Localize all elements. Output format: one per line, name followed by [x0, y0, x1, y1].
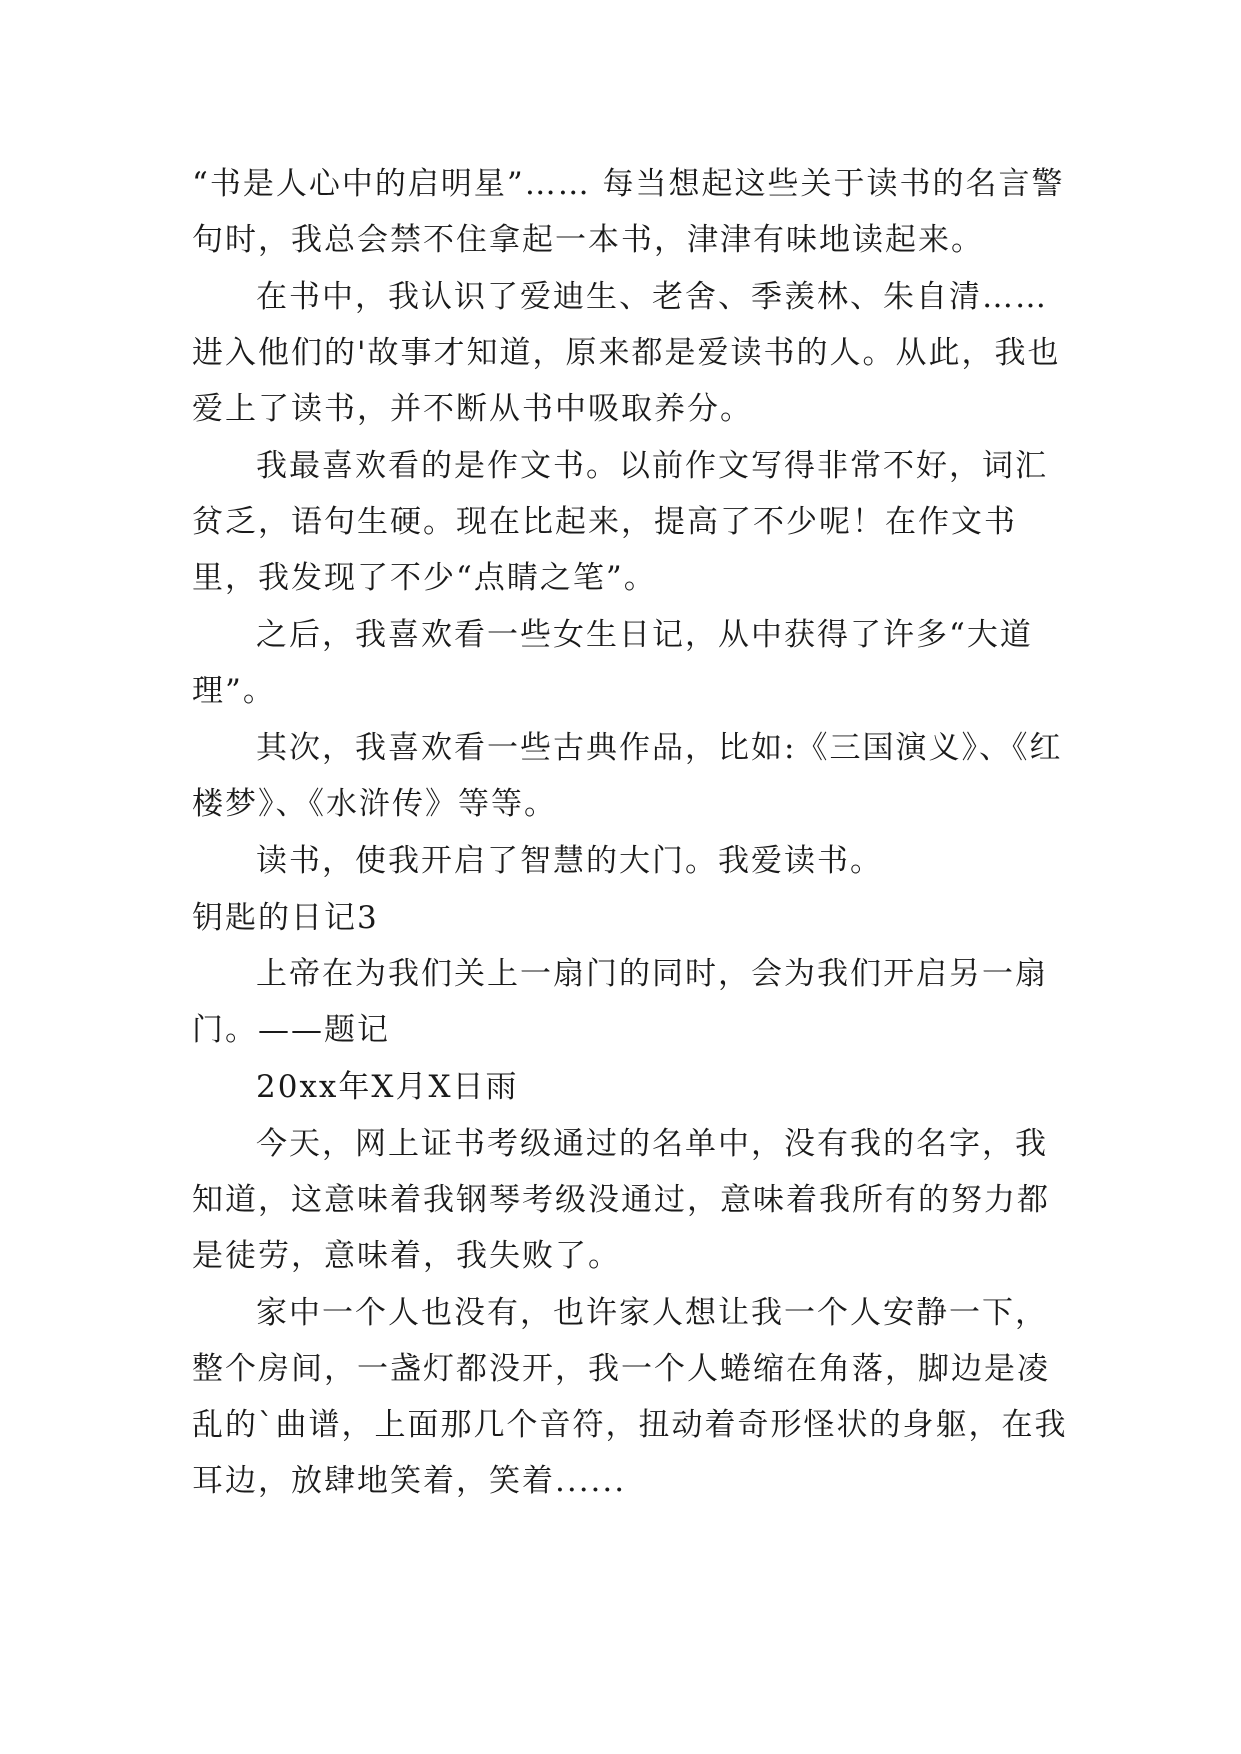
paragraph-authors: 在书中，我认识了爱迪生、老舍、季羡林、朱自清……进入他们的'故事才知道，原来都是爱读书的人。从此，我也爱上了读书，并不断从书中吸取养分。: [192, 279, 1061, 427]
paragraph-classics: 其次，我喜欢看一些古典作品，比如:《三国演义》、《红楼梦》、《水浒传》等等。: [192, 730, 1063, 822]
paragraph-reading-quotes: “书是人心中的启明星”…… 每当想起这些关于读书的名言警句时，我总会禁不住拿起一本书，津津有味地读起来。: [192, 166, 1065, 258]
document-body: [192, 156, 1072, 1510]
diary-date: 20xx年X月X日雨: [256, 1069, 519, 1105]
paragraph-exam-result: 今天，网上证书考级通过的名单中，没有我的名字，我知道，这意味着我钢琴考级没通过，意味着我所有的努力都是徒劳，意味着，我失败了。: [192, 1126, 1050, 1274]
paragraph-composition-books: 我最喜欢看的是作文书。以前作文写得非常不好，词汇贫乏，语句生硬。现在比起来，提高了不少呢！在作文书里，我发现了不少“点睛之笔”。: [192, 448, 1048, 596]
section-heading: 钥匙的日记3: [192, 900, 379, 936]
paragraph-epigraph: 上帝在为我们关上一扇门的同时，会为我们开启另一扇门。——题记: [192, 956, 1048, 1048]
paragraph-empty-room: 家中一个人也没有，也许家人想让我一个人安静一下，整个房间，一盏灯都没开，我一个人蜷缩在角落，脚边是凌乱的`曲谱，上面那几个音符，扭动着奇形怪状的身躯，在我耳边，放肆地笑着，笑着......: [192, 1295, 1068, 1499]
paragraph-girls-diary: 之后，我喜欢看一些女生日记，从中获得了许多“大道理”。: [192, 617, 1033, 709]
paragraph-conclusion: 读书，使我开启了智慧的大门。我爱读书。: [256, 843, 883, 879]
